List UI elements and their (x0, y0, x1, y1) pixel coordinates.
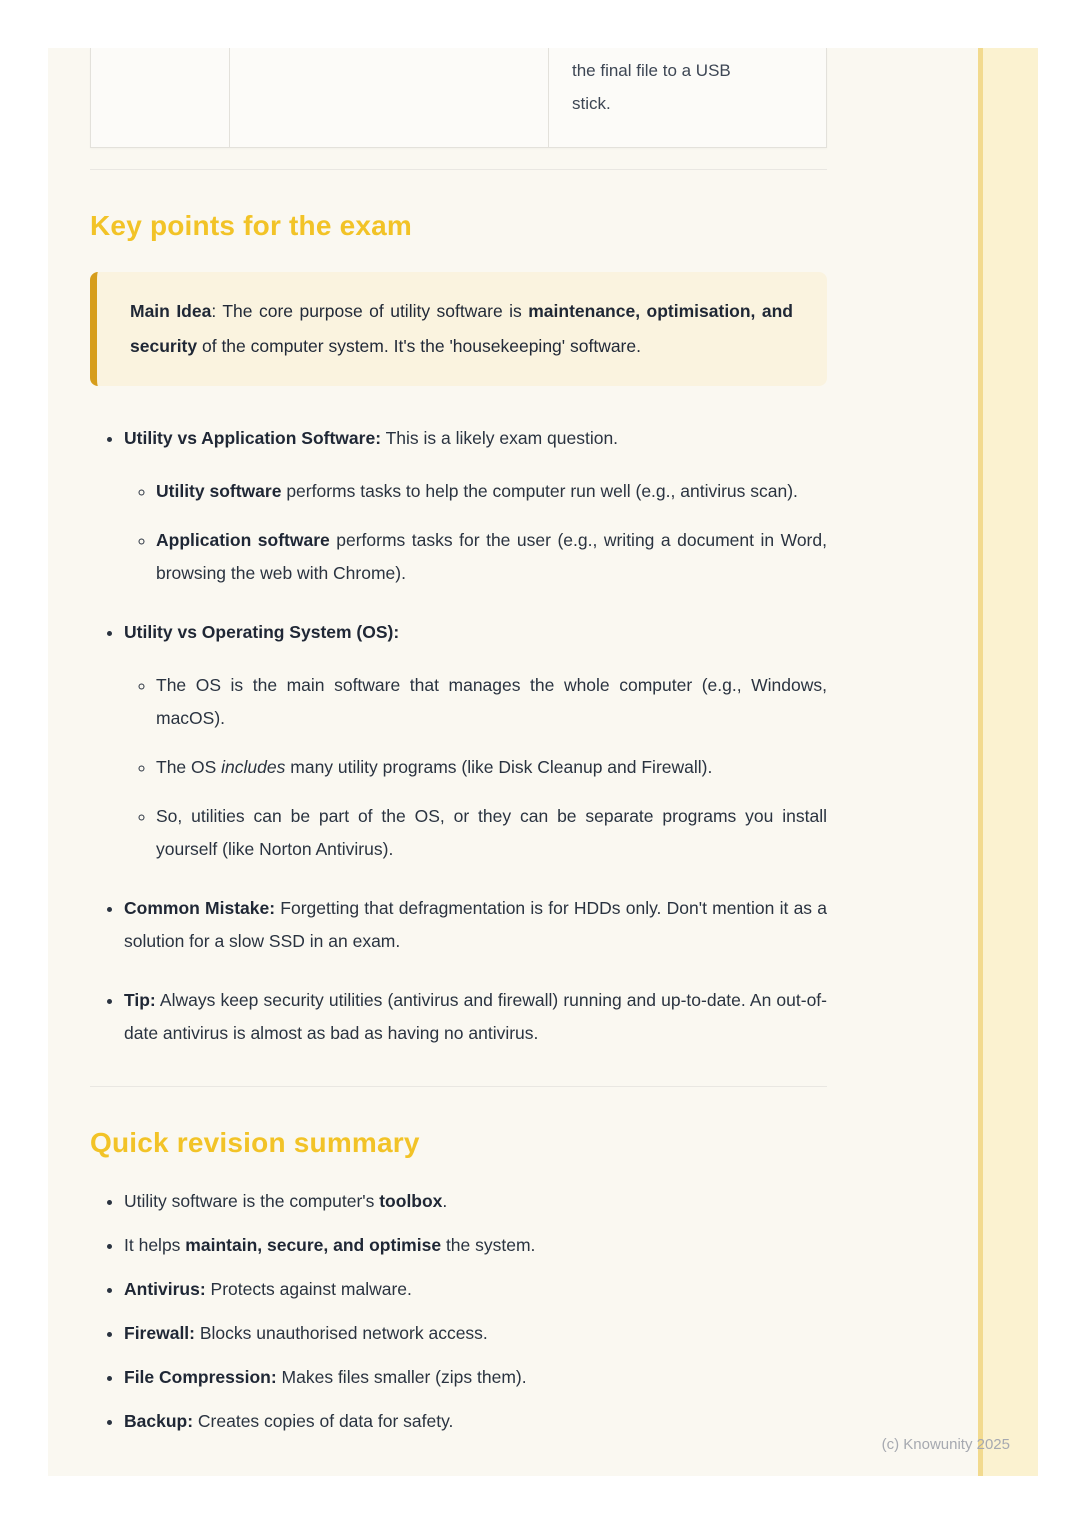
list-item-text: Tip: Always keep security utilities (antivirus and firewall) running and up-to-date. An out-of-date antivirus is almost as bad as having no antivirus. (124, 990, 827, 1043)
table-cell-paragraph: the final file to a USB stick. (572, 61, 731, 113)
list-item (156, 475, 827, 508)
list-item (124, 1229, 827, 1262)
list-item (124, 1405, 827, 1438)
summary-heading: Quick revision summary (90, 1127, 420, 1158)
key-points-heading: Key points for the exam (90, 210, 413, 241)
table-cell-empty-2 (229, 48, 548, 147)
list-item (124, 1317, 827, 1350)
document-page (48, 48, 1038, 1476)
list-item-text: Firewall: Blocks unauthorised network access. (124, 1323, 488, 1343)
list-item-text: It helps maintain, secure, and optimise the system. (124, 1235, 536, 1255)
list-item-text: Common Mistake: Forgetting that defragmentation is for HDDs only. Don't mention it as a solution for a slow SSD in an exam. (124, 898, 827, 951)
key-points-list (90, 422, 827, 1050)
list-item (124, 892, 827, 958)
list-item (124, 616, 827, 866)
table-cell-empty-1 (91, 48, 229, 147)
section-divider (90, 169, 827, 170)
list-item-text: Utility vs Operating System (OS): (124, 622, 400, 642)
list-item-text: Antivirus: Protects against malware. (124, 1279, 412, 1299)
list-item-text: Utility vs Application Software: This is a likely exam question. (124, 428, 619, 448)
list-item-text: Application software performs tasks for the user (e.g., writing a document in Word, browsing the web with Chrome). (156, 530, 827, 583)
list-item-text: Utility software is the computer's toolbox. (124, 1191, 448, 1211)
page-content (90, 48, 827, 1449)
list-item-text: Utility software performs tasks to help the computer run well (e.g., antivirus scan). (156, 481, 798, 501)
list-item-text: The OS includes many utility programs (like Disk Cleanup and Firewall). (156, 757, 713, 777)
list-item (156, 524, 827, 590)
list-item-text: So, utilities can be part of the OS, or they can be separate programs you install yourself (like Norton Antivirus). (156, 806, 827, 859)
main-idea-callout (90, 272, 827, 386)
sub-list (124, 669, 827, 866)
copyright-watermark: (c) Knowunity 2025 (881, 1436, 1010, 1453)
list-item (124, 1273, 827, 1306)
list-item (156, 669, 827, 735)
list-item (124, 422, 827, 590)
section-divider (90, 1086, 827, 1087)
table-cell-text (548, 48, 826, 147)
list-item-text: Backup: Creates copies of data for safety. (124, 1411, 454, 1431)
list-item (156, 800, 827, 866)
list-item-text: The OS is the main software that manages the whole computer (e.g., Windows, macOS). (156, 675, 827, 728)
list-item (124, 1185, 827, 1218)
highlight-stripe (978, 48, 1038, 1476)
summary-list (90, 1185, 827, 1438)
list-item-text: File Compression: Makes files smaller (zips them). (124, 1367, 527, 1387)
list-item (156, 751, 827, 784)
list-item (124, 984, 827, 1050)
main-idea-text: Main Idea: The core purpose of utility software is maintenance, optimisation, and security of the computer system. It's the 'housekeeping' software. (130, 301, 793, 356)
table-fragment (90, 48, 827, 148)
sub-list (124, 475, 827, 590)
list-item (124, 1361, 827, 1394)
